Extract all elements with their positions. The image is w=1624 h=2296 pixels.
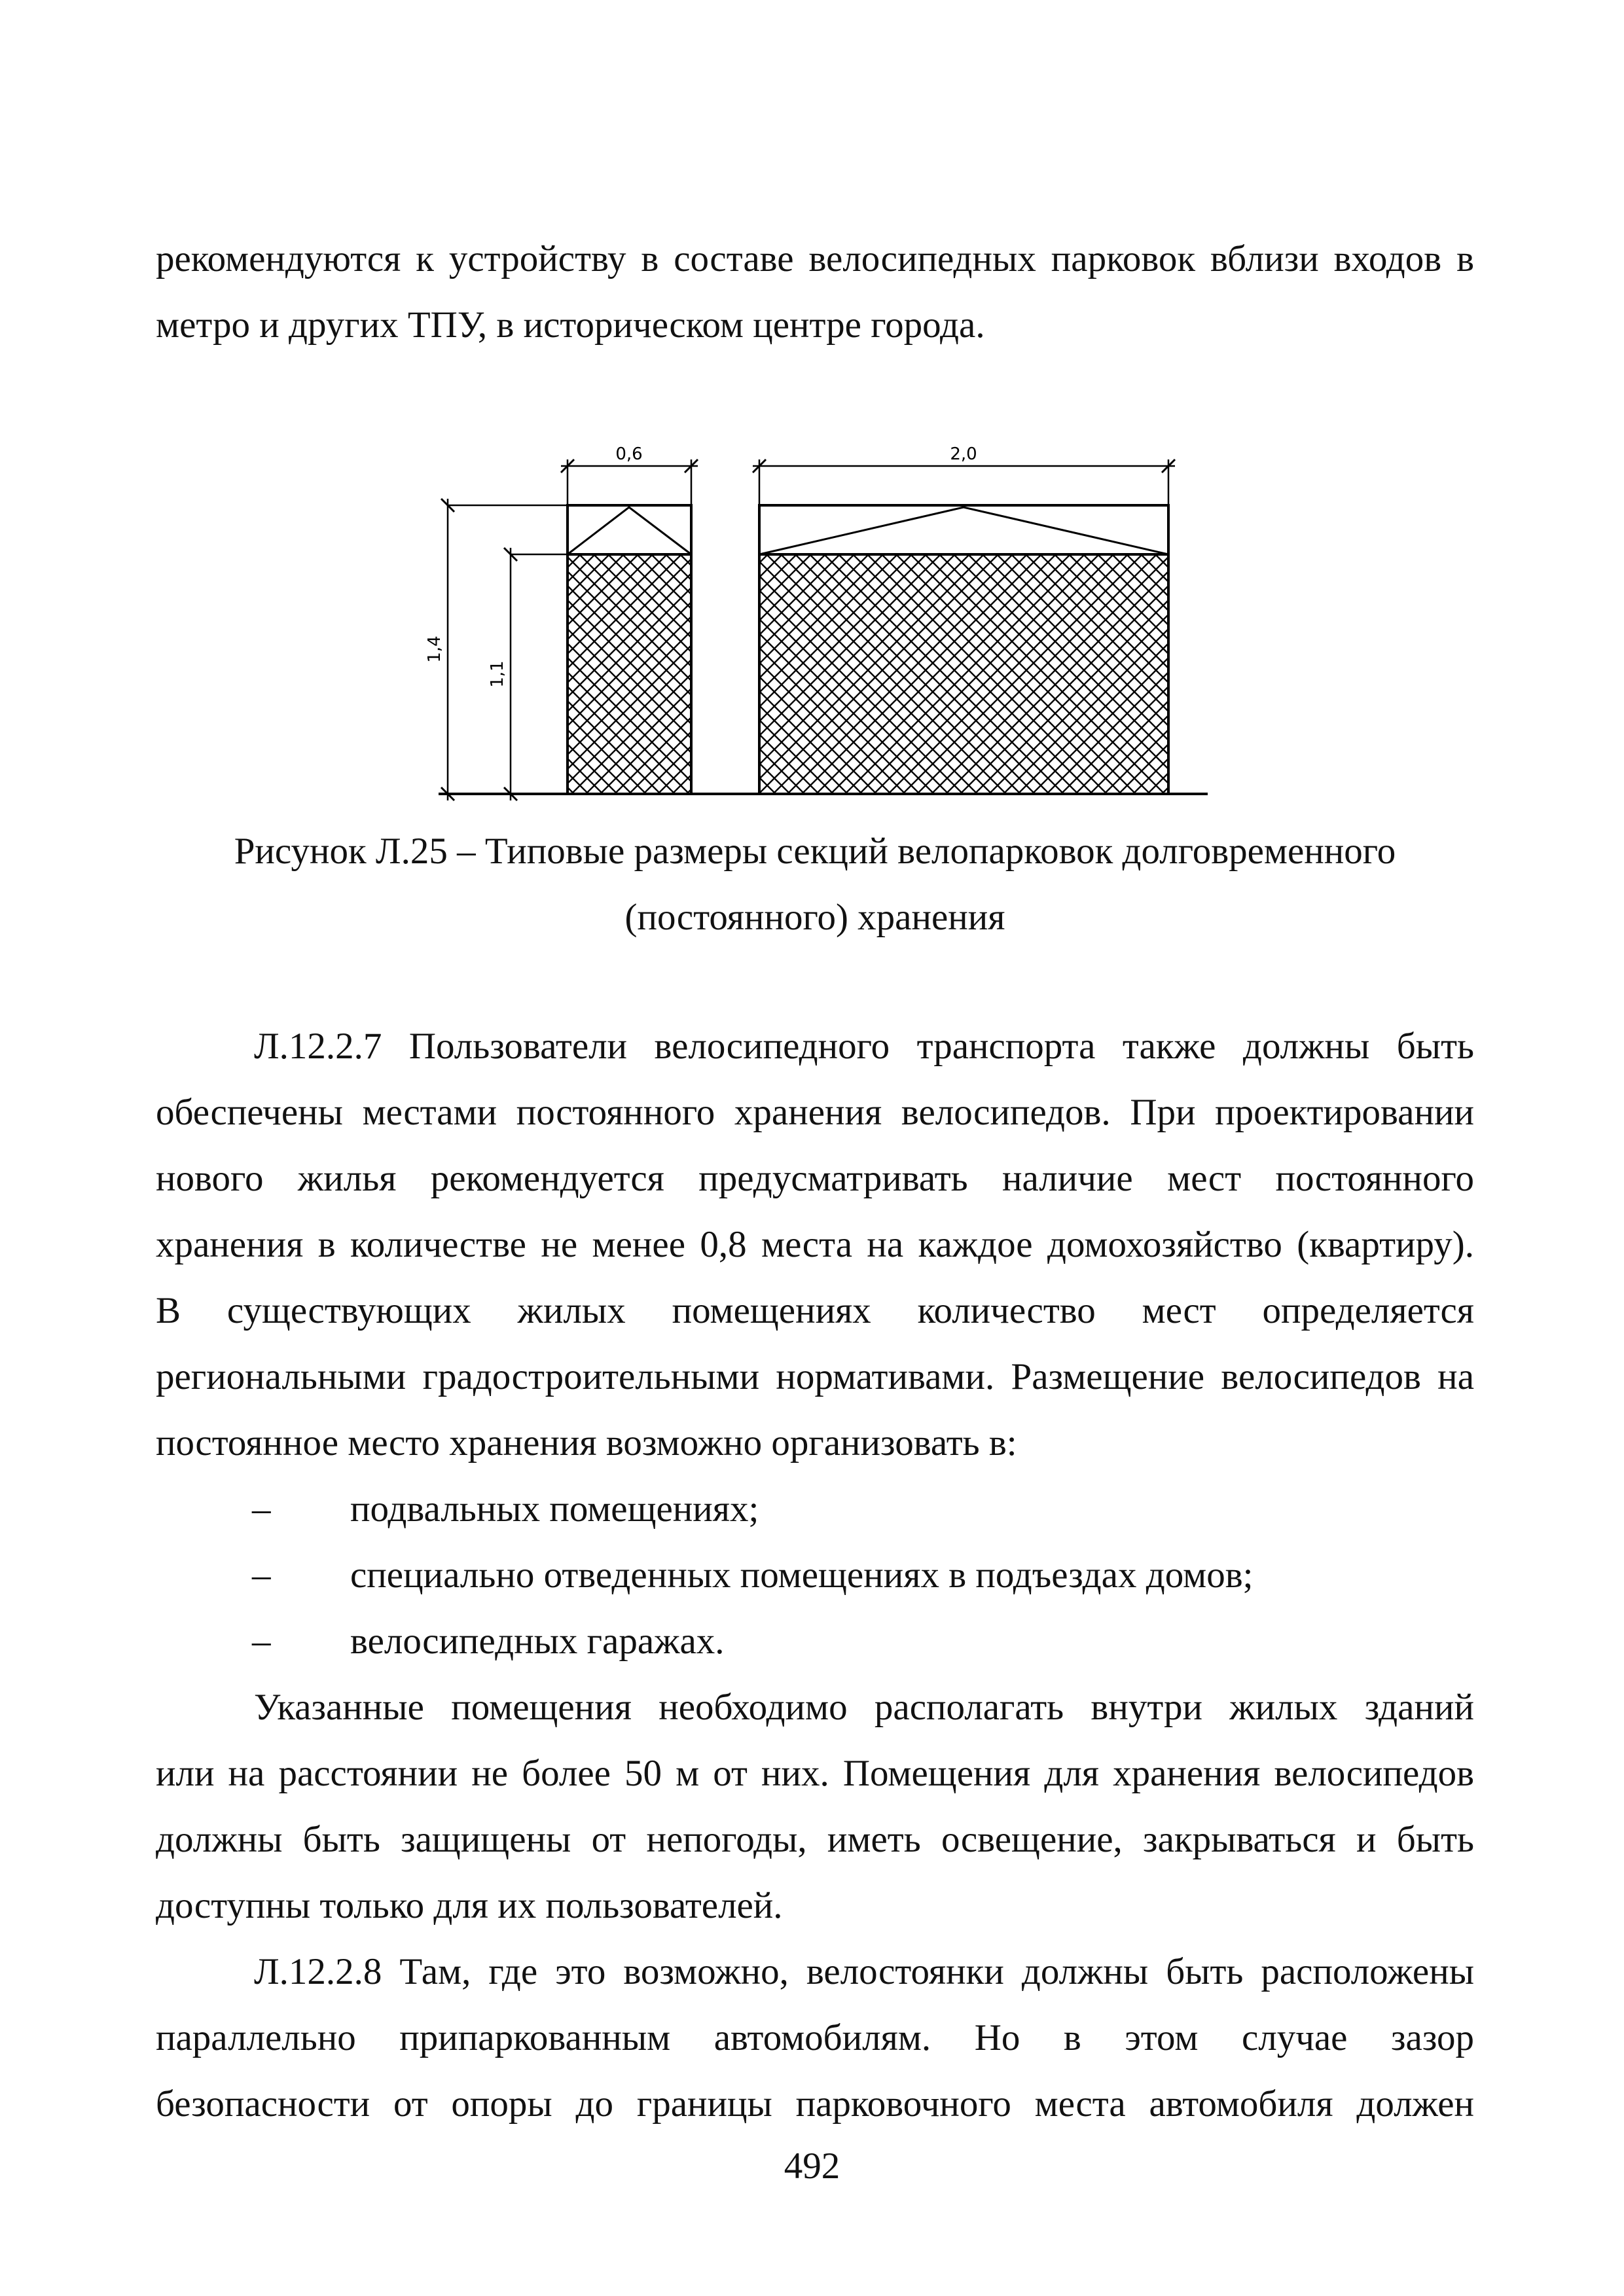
dim-label: 2,0 bbox=[950, 444, 977, 464]
list-item-text: подвальных помещениях; bbox=[350, 1488, 759, 1530]
dimension-width-small bbox=[561, 444, 698, 505]
list-dash: – bbox=[252, 1488, 271, 1530]
text-line: региональными градостроительными нормативами. Размещение велосипедов на bbox=[156, 1356, 1474, 1397]
large-section bbox=[759, 505, 1168, 794]
text-line: постоянное место хранения возможно организовать в: bbox=[156, 1422, 1017, 1463]
text-line: безопасности от опоры до границы парковочного места автомобиля должен bbox=[156, 2083, 1474, 2125]
page-number: 492 bbox=[784, 2145, 840, 2187]
list-item-text: специально отведенных помещениях в подъездах домов; bbox=[350, 1554, 1254, 1596]
list-dash: – bbox=[252, 1554, 271, 1596]
paragraph-l1227 bbox=[156, 1013, 1474, 1476]
dimension-height-total bbox=[425, 499, 568, 800]
text-line: рекомендуются к устройству в составе велосипедных парковок вблизи входов в bbox=[156, 238, 1474, 279]
text-line: доступны только для их пользователей. bbox=[156, 1885, 783, 1926]
text-line: должны быть защищены от непогоды, иметь освещение, закрываться и быть bbox=[156, 1819, 1474, 1860]
paragraph-storage-requirements bbox=[156, 1674, 1474, 1939]
dimension-height-mesh bbox=[488, 548, 568, 800]
text-line: Указанные помещения необходимо располагать внутри жилых зданий bbox=[254, 1687, 1474, 1728]
dim-label: 0,6 bbox=[615, 444, 643, 464]
text-line: обеспечены местами постоянного хранения велосипедов. При проектировании bbox=[156, 1092, 1474, 1133]
text-line: нового жилья рекомендуется предусматривать наличие мест постоянного bbox=[156, 1158, 1474, 1199]
text-line: или на расстоянии не более 50 м от них. Помещения для хранения велосипедов bbox=[156, 1753, 1474, 1794]
text-line: метро и других ТПУ, в историческом центре города. bbox=[156, 304, 985, 346]
text-line: В существующих жилых помещениях количество мест определяется bbox=[156, 1290, 1474, 1331]
dim-label: 1,4 bbox=[425, 636, 444, 663]
caption-line: (постоянного) хранения bbox=[624, 897, 1005, 938]
mesh-panel bbox=[568, 554, 691, 794]
list-item-text: велосипедных гаражах. bbox=[350, 1621, 725, 1662]
dimension-drawing bbox=[393, 425, 1244, 818]
dimension-width-large bbox=[753, 444, 1175, 505]
text-line: хранения в количестве не менее 0,8 места на каждое домохозяйство (квартиру). bbox=[156, 1224, 1474, 1265]
figure-bike-storage-sections bbox=[393, 425, 1244, 818]
small-section bbox=[568, 505, 691, 794]
paragraph-l1228 bbox=[156, 1939, 1474, 2137]
caption-line: Рисунок Л.25 – Типовые размеры секций велопарковок долговременного bbox=[234, 831, 1396, 872]
intro-paragraph bbox=[156, 226, 1474, 358]
text-line: параллельно припаркованным автомобилям. Но в этом случае зазор bbox=[156, 2017, 1474, 2058]
list-dash: – bbox=[252, 1621, 271, 1662]
dim-label: 1,1 bbox=[488, 660, 507, 688]
text-line: Л.12.2.7 Пользователи велосипедного транспорта также должны быть bbox=[254, 1026, 1474, 1067]
figure-caption bbox=[156, 818, 1474, 950]
text-line: Л.12.2.8 Там, где это возможно, велостоянки должны быть расположены bbox=[254, 1951, 1474, 1992]
mesh-panel bbox=[759, 554, 1168, 794]
